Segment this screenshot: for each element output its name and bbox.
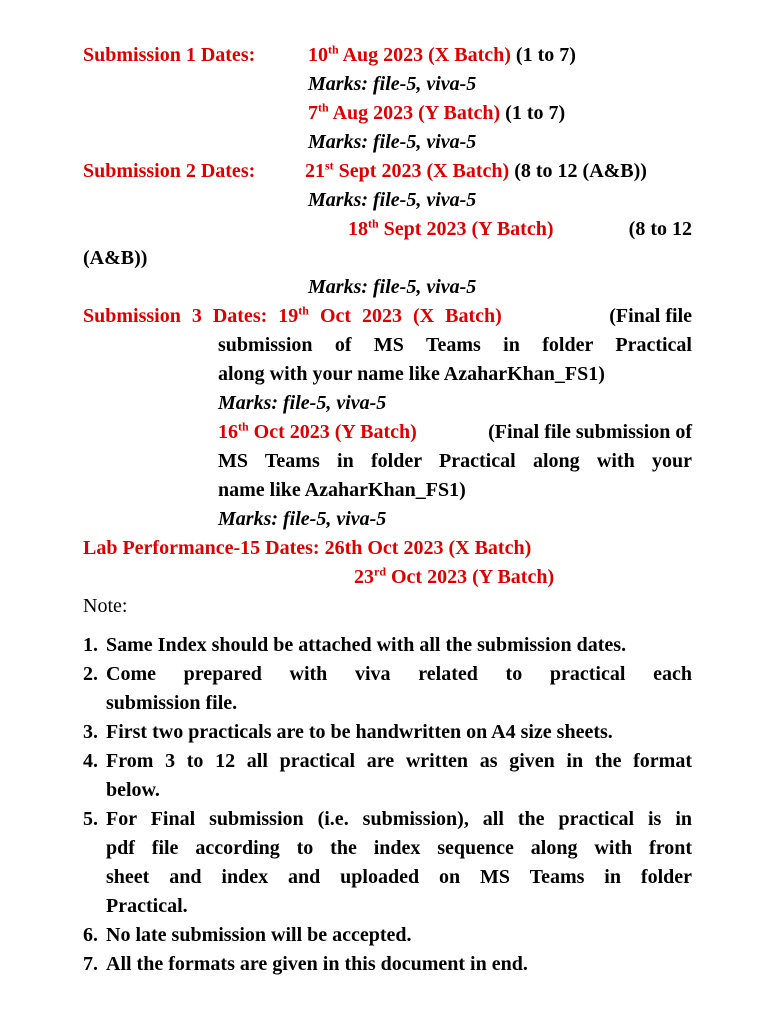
note-item-text: Come prepared with viva related to practical each: [106, 663, 692, 685]
note-item-text: below.: [106, 779, 160, 801]
submission-2-y-marks: Marks: file-5, viva-5: [308, 276, 477, 298]
submission-2-y-date: 18th Sept 2023 (Y Batch) (8 to 12: [348, 216, 692, 240]
note-item-text: Same Index should be attached with all the submission dates.: [106, 634, 627, 656]
note-title: Note:: [83, 595, 128, 617]
submission-3-y-note-line-2: MS Teams in folder Practical along with your: [218, 450, 692, 472]
note-item-number: 5.: [83, 808, 98, 830]
submission-2-y-range-cont: (A&B)): [83, 247, 148, 269]
lab-performance-label: Lab Performance-15 Dates: 26th Oct 2023 (X Batch): [83, 537, 532, 559]
submission-1-x-marks: Marks: file-5, viva-5: [308, 73, 477, 95]
note-item-number: 3.: [83, 721, 98, 743]
note-item-text: No late submission will be accepted.: [106, 924, 412, 946]
submission-3-x-date: Submission 3 Dates: 19 $^{th}$ Oct 2023 (X Batch) (Final file: [83, 303, 692, 327]
submission-3-y-date: 16th Oct 2023 (Y Batch) (Final file submission of: [218, 419, 692, 443]
submission-1-y-date: 7th Aug 2023 (Y Batch) (1 to 7): [308, 100, 566, 124]
note-item-number: 2.: [83, 663, 98, 685]
submission-3-x-marks: Marks: file-5, viva-5: [218, 392, 387, 414]
note-item-text: submission file.: [106, 692, 238, 714]
submission-1-y-marks: Marks: file-5, viva-5: [308, 131, 477, 153]
submission-1-label: Submission 1 Dates:: [83, 44, 256, 66]
submission-3-x-note-line-3: along with your name like AzaharKhan_FS1): [218, 363, 605, 385]
note-item-number: 6.: [83, 924, 98, 946]
submission-1-x-date: 10th Aug 2023 (X Batch) (1 to 7): [308, 42, 576, 66]
submission-3-y-note-line-3: name like AzaharKhan_FS1): [218, 479, 466, 501]
note-item-text: pdf file according to the index sequence along with front: [106, 837, 692, 859]
submission-2-label: Submission 2 Dates:: [83, 160, 256, 182]
submission-2-x-date: 21st Sept 2023 (X Batch) (8 to 12 (A&B)): [305, 158, 647, 182]
lab-performance-y-date: 23rd Oct 2023 (Y Batch): [354, 564, 555, 588]
note-item-text: From 3 to 12 all practical are written as given in the format: [106, 750, 692, 772]
submission-2-x-marks: Marks: file-5, viva-5: [308, 189, 477, 211]
note-item-text: First two practicals are to be handwritten on A4 size sheets.: [106, 721, 613, 743]
note-item-number: 4.: [83, 750, 98, 772]
note-item-text: sheet and index and uploaded on MS Teams in folder: [106, 866, 692, 888]
note-item-text: Practical.: [106, 895, 188, 917]
note-item-text: For Final submission (i.e. submission), all the practical is in: [106, 808, 692, 830]
note-item-number: 7.: [83, 953, 98, 975]
submission-3-x-note-line-2: submission of MS Teams in folder Practical: [218, 334, 692, 356]
note-item-text: All the formats are given in this document in end.: [106, 953, 528, 975]
submission-3-y-marks: Marks: file-5, viva-5: [218, 508, 387, 530]
note-item-number: 1.: [83, 634, 98, 656]
